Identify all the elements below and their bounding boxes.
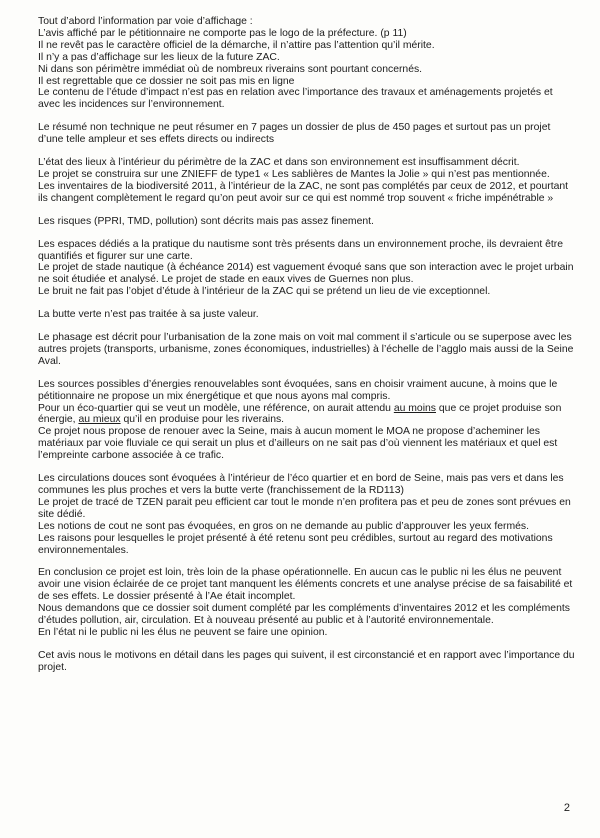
text-line: L’état des lieux à l’intérieur du périmètre de la ZAC et dans son environnement est insuffisamment décrit.	[38, 157, 520, 169]
text-line: Les notions de cout ne sont pas évoquées, en gros on ne demande au public d’approuver les yeux fermés.	[38, 520, 529, 532]
text-line: Nous demandons que ce dossier soit dument complété par les compléments d’inventaires 2012 et les compléments	[38, 603, 570, 615]
text-line: énergie, au mieux qu’il en produise pour les riverains.	[38, 414, 285, 426]
document-body	[38, 16, 575, 685]
text-line: Le projet se construira sur une ZNIEFF de type1 « Les sablières de Mantes la Jolie » qui n’est pas mentionnée.	[38, 168, 550, 180]
text-line: Le bruit ne fait pas l’objet d’étude à l’intérieur de la ZAC qui se prétend un lieu de vie exceptionnel.	[38, 286, 491, 298]
text-line: Les raisons pour lesquelles le projet présenté à été retenu sont peu crédibles, surtout au regard des motivations	[38, 532, 553, 544]
text-line: pétitionnaire ne propose un mix énergétique et que nous ayons mal compris.	[38, 390, 391, 402]
text-line: avoir une vision éclairée de ce projet tant manquent les éléments concrets et une analyse précise de sa faisabilité et	[38, 579, 573, 591]
text-line: Les circulations douces sont évoquées à l’intérieur de l’éco quartier et en bord de Seine, mais pas vers et dans les	[38, 473, 564, 485]
paragraph	[38, 379, 566, 462]
paragraph	[38, 309, 566, 321]
text-line: Cet avis nous le motivons en détail dans les pages qui suivent, il est circonstancié et en rapport avec l’importance du	[38, 649, 575, 661]
paragraph	[38, 16, 566, 111]
text-line: Les inventaires de la biodiversité 2011, à l’intérieur de la ZAC, ne sont pas complétés par ceux de 2012, et pourtant	[38, 180, 569, 192]
paragraph	[38, 122, 566, 146]
text-line: Le résumé non technique ne peut résumer en 7 pages un dossier de plus de 450 pages et surtout pas un projet	[38, 122, 551, 134]
page-number: 2	[563, 802, 570, 814]
underlined-text: au moins	[393, 402, 436, 414]
text-line: Le contenu de l’étude d’impact n’est pas en relation avec l’importance des travaux et aménagements projetés et	[38, 87, 553, 99]
text-line: Il n’y a pas d’affichage sur les lieux de la future ZAC.	[38, 51, 280, 63]
paragraph	[38, 649, 575, 674]
text-line: Les risques (PPRI, TMD, pollution) sont décrits mais pas assez finement.	[38, 215, 374, 227]
paragraph	[38, 332, 574, 368]
text-line: d’une telle ampleur et ses effets directs ou indirects	[38, 134, 275, 146]
text-line: En conclusion ce projet est loin, très loin de la phase opérationnelle. En aucun cas le public ni les élus ne peuvent	[38, 567, 562, 579]
text-line: l’empreinte carbone associée à ce trafic.	[38, 450, 224, 462]
text-line: communes les plus proches et vers la butte verte (franchissement de la RD113)	[38, 485, 404, 496]
text-line: Aval.	[38, 355, 61, 367]
text-line: ne soit étudiée et analysé. Le projet de stade en eaux vives de Guernes non plus.	[38, 274, 414, 286]
paragraph	[38, 157, 569, 205]
text-line: Le phasage est décrit pour l’urbanisation de la zone mais on voit mal comment il s’articule ou se superpose avec les	[38, 332, 572, 344]
text-line: Pour un éco-quartier qui se veut un modèle, une référence, on aurait attendu au moins que ce projet produise son	[38, 402, 562, 414]
text-line: ils changent complètement le regard qu’on peut avoir sur ce qui est nommé trop souvent « friche impénétrable »	[38, 192, 554, 204]
paragraph	[38, 238, 574, 299]
text-line: quantifiés et figurer sur une carte.	[38, 250, 193, 262]
text-line: Il est regrettable que ce dossier ne soit pas mis en ligne	[38, 75, 295, 87]
paragraph	[38, 567, 573, 638]
text-line: d’études pollution, air, circulation. Et à nouveau présenté au public et à l’autorité environnementale.	[38, 615, 494, 627]
text-line: Tout d’abord l’information par voie d’affichage :	[38, 16, 253, 27]
text-line: projet.	[38, 661, 67, 673]
text-line: Les sources possibles d’énergies renouvelables sont évoquées, sans en choisir vraiment aucune, à moins que le	[38, 378, 558, 390]
underlined-text: au mieux	[78, 414, 121, 426]
text-line: Il ne revêt pas le caractère officiel de la démarche, il n’attire pas l’attention qu’il mérite.	[38, 39, 435, 51]
text-line: avec les incidences sur l’environnement.	[38, 99, 225, 111]
text-line: La butte verte n’est pas traitée à sa juste valeur.	[38, 309, 259, 321]
text-line: Le projet de tracé de TZEN parait peu efficient car tout le monde n’en profitera pas et peu de zones sont prévues en	[38, 496, 571, 508]
text-line: En l’état ni le public ni les élus ne peuvent se faire une opinion.	[38, 626, 328, 638]
text-line: Ce projet nous propose de renouer avec la Seine, mais à aucun moment le MOA ne propose d’acheminer les	[38, 426, 540, 438]
paragraph	[38, 216, 566, 228]
text-line: L’avis affiché par le pétitionnaire ne comporte pas le logo de la préfecture. (p 11)	[38, 27, 407, 39]
text-line: environnementales.	[38, 544, 129, 556]
text-line: matériaux par voie fluviale ce qui serait un plus et d’ailleurs on ne sait pas d’où viennent les matériaux et quel est	[38, 438, 558, 450]
text-line: autres projets (transports, urbanisme, zones économiques, industrielles) à l’échelle de l’agglo mais aussi de la Seine	[38, 343, 574, 355]
text-line: Les espaces dédiés a la pratique du nautisme sont très présents dans un environnement proche, ils devraient être	[38, 238, 564, 250]
text-line: site dédié.	[38, 508, 86, 520]
paragraph	[38, 473, 571, 556]
text-line: Ni dans son périmètre immédiat où de nombreux riverains sont pourtant concernés.	[38, 63, 423, 75]
text-line: de ses effets. Le dossier présenté à l’Ae était incomplet.	[38, 591, 296, 603]
text-line: Le projet de stade nautique (à échéance 2014) est vaguement évoqué sans que son interaction avec le projet urbain	[38, 262, 574, 274]
